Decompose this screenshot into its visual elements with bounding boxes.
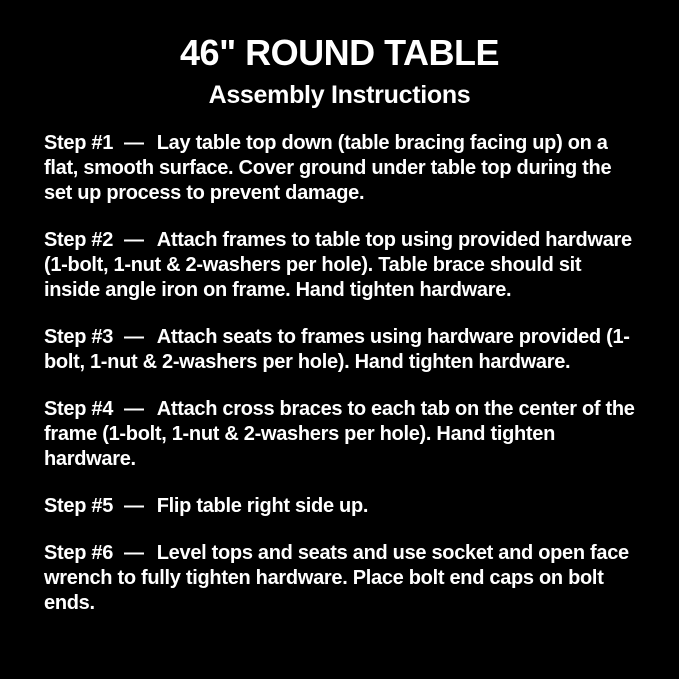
step-text: Attach cross braces to each tab on the center of the frame (1-bolt, 1-nut & 2-washers per hole). Hand tighten hardware. — [44, 398, 635, 471]
step-dash: — — [124, 398, 144, 421]
step-label: Step #1 — [44, 132, 114, 155]
page-subtitle: Assembly Instructions — [208, 80, 471, 109]
step-item-1 — [44, 131, 635, 206]
step-item-4 — [44, 397, 635, 472]
steps-list — [44, 131, 635, 616]
step-dash: — — [124, 132, 144, 155]
step-dash: — — [124, 326, 144, 349]
step-text: Lay table top down (table bracing facing up) on a flat, smooth surface. Cover ground under table top during the set up process to prevent damage. — [44, 132, 612, 205]
step-label: Step #6 — [44, 542, 114, 565]
step-dash: — — [124, 542, 144, 565]
step-item-6 — [44, 541, 635, 616]
step-item-5 — [44, 494, 635, 519]
step-item-3 — [44, 325, 635, 375]
step-item-2 — [44, 228, 635, 303]
step-label: Step #4 — [44, 398, 114, 421]
step-text: Attach frames to table top using provided hardware (1-bolt, 1-nut & 2-washers per hole). Table brace should sit inside angle iron on frame. Hand tighten hardware. — [44, 229, 632, 302]
step-dash: — — [124, 495, 144, 518]
step-dash: — — [124, 229, 144, 252]
step-text: Attach seats to frames using hardware provided (1-bolt, 1-nut & 2-washers per hole). Hand tighten hardware. — [44, 326, 630, 374]
page-title: 46" ROUND TABLE — [180, 32, 499, 73]
step-text: Level tops and seats and use socket and open face wrench to fully tighten hardware. Place bolt end caps on bolt ends. — [44, 542, 629, 615]
step-label: Step #2 — [44, 229, 114, 252]
step-text: Flip table right side up. — [156, 495, 369, 518]
step-label: Step #3 — [44, 326, 114, 349]
header — [44, 34, 635, 109]
step-label: Step #5 — [44, 495, 114, 518]
